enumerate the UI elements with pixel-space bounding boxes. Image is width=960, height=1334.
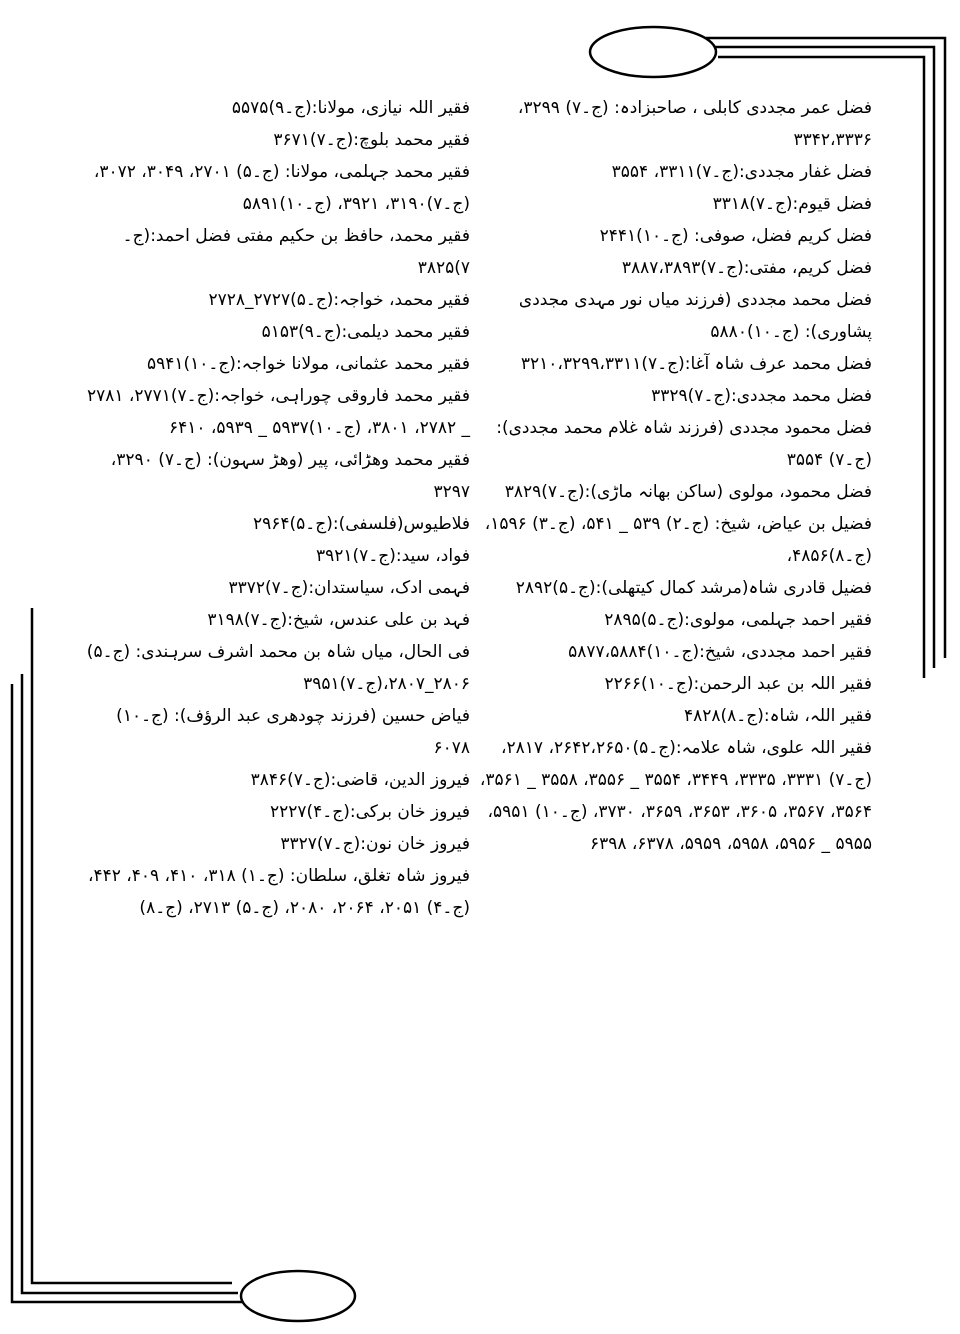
bottom-ornament-oval (241, 1271, 355, 1321)
index-entry: فی الحال، میاں شاہ بن محمد اشرف سرہندی: (ج۔۵) ۲۸۰۶_۲۸۰۷،(ج۔۷)۳۹۵۱ (86, 642, 470, 694)
index-entry: فضیل بن عیاض، شیخ: (ج۔۲) ۵۳۹ _ ۵۴۱، (ج۔۳) ۱۵۹۶،(ج۔۸)۴۸۵۶، (484, 514, 872, 566)
index-entry: فقیر احمد مجددی، شیخ:(ج۔۱۰)۵۸۷۷،۵۸۸۴ (568, 642, 872, 662)
index-entry: فقیر احمد جہلمی، مولوی:(ج۔۵)۲۸۹۵ (604, 610, 872, 630)
index-entry: فیروز الدین، قاضی:(ج۔۷)۳۸۴۶ (250, 770, 470, 790)
index-entry: فقیر محمد وھڑائی، پیر (وھڑ سہون): (ج۔۷) ۳۲۹۰، ۳۲۹۷ (110, 450, 470, 502)
index-entry: فیروز شاہ تغلق، سلطان: (ج۔۱) ۳۱۸، ۴۱۰، ۴۰۹، ۴۴۲، (ج۔۴) ۲۰۵۱، ۲۰۶۴، ۲۰۸۰، (ج۔۵) ۲۷۱۳، (ج۔۸) (87, 866, 470, 918)
index-column-left (78, 92, 470, 924)
index-entry: فقیر محمد دیلمی:(ج۔۹)۵۱۵۳ (261, 322, 470, 342)
index-entry: فیروز خان برکی:(ج۔۴)۲۲۲۷ (269, 802, 470, 822)
index-entry: فضل کریم فضل، صوفی: (ج۔۱۰)۲۴۴۱ (599, 226, 872, 246)
index-entry: فہمی ادک، سیاستدان:(ج۔۷)۳۳۷۲ (228, 578, 470, 598)
index-entry: فضل قیوم:(ج۔۷)۳۳۱۸ (712, 194, 872, 214)
index-entry: فقیر محمد بلوچ:(ج۔۷)۳۶۷۱ (273, 130, 470, 150)
index-entry: فواد، سید:(ج۔۷)۳۹۲۱ (316, 546, 470, 566)
index-entry: فہد بن علی عندس، شیخ:(ج۔۷)۳۱۹۸ (207, 610, 470, 630)
index-entry: فقیر محمد جہلمی، مولانا: (ج۔۵) ۲۷۰۱، ۳۰۴۹، ۳۰۷۲، (ج۔۷)۳۱۹۰، ۳۹۲۱، (ج۔۱۰)۵۸۹۱ (93, 162, 470, 214)
index-entry: فضل محمد مجددی (فرزند میاں نور مہدی مجددی پشاوری): (ج۔۱۰)۵۸۸۰ (518, 290, 872, 342)
index-entry: فقیر اللہ بن عبد الرحمن:(ج۔۱۰)۲۲۶۶ (604, 674, 872, 694)
index-entry: فقیر اللہ، شاہ:(ج۔۸)۴۸۲۸ (683, 706, 872, 726)
index-entry: فضل غفار مجددی:(ج۔۷)۳۳۱۱، ۳۵۵۴ (611, 162, 872, 182)
index-entry: فیاض حسین (فرزند چودھری عبد الرؤف): (ج۔۱۰) ۶۰۷۸ (116, 706, 470, 758)
index-entry: فضیل قادری شاہ(مرشد کمال کیتھلی):(ج۔۵)۲۸۹۲ (515, 578, 872, 598)
index-entry: فضل عمر مجددی کابلی ، صاحبزادہ: (ج۔۷) ۳۲۹۹، ۳۳۴۲،۳۳۳۶ (517, 98, 872, 150)
index-entry: فقیر محمد فاروقی چوراہی، خواجہ:(ج۔۷)۲۷۷۱، ۲۷۸۱ _ ۲۷۸۲، ۳۸۰۱، (ج۔۱۰)۵۹۳۷ _ ۵۹۳۹، ۶۴۱۰ (86, 386, 470, 438)
index-entry: فضل کریم، مفتی:(ج۔۷)۳۸۸۷،۳۸۹۳ (621, 258, 872, 278)
index-entry: فیروز خان نون:(ج۔۷)۳۳۲۷ (280, 834, 470, 854)
index-entry: فقیر محمد عثمانی، مولانا خواجہ:(ج۔۱۰)۵۹۴۱ (146, 354, 470, 374)
index-entry: فقیر اللہ علوی، شاہ علامہ:(ج۔۵)۲۶۴۲،۲۶۵۰، ۲۸۱۷، (ج۔۷) ۳۳۳۱، ۳۳۳۵، ۳۴۴۹، ۳۵۵۴ _ ۳۵۵۶، ۳۵۵۸ _ ۳۵۶۱، ۳۵۶۴، ۳۵۶۷، ۳۶۰۵، ۳۶۵۳، ۳۶۵۹، ۳۷۳۰، (ج۔۱۰) ۵۹۵۱، ۵۹۵۵ _ ۵۹۵۶، ۵۹۵۸، ۵۹۵۹، ۶۳۷۸، ۶۳۹۸ (479, 738, 872, 854)
index-entry: فقیر محمد، خواجہ:(ج۔۵)۲۷۲۷_۲۷۲۸ (208, 290, 470, 310)
index-entry: فضل محمود، مولوی (ساکن بھانہ ماڑی):(ج۔۷)۳۸۲۹ (504, 482, 872, 502)
index-entry: فلاطیوس(فلسفی):(ج۔۵)۲۹۶۴ (252, 514, 470, 534)
top-ornament-oval (590, 27, 716, 77)
index-entry: فقیر محمد، حافظ بن حکیم مفتی فضل احمد:(ج۔۷)۳۸۲۵ (122, 226, 470, 278)
index-entry: فضل محمود مجددی (فرزند شاہ غلام محمد مجددی): (ج۔۷) ۳۵۵۴ (496, 418, 872, 470)
index-column-right (472, 92, 872, 860)
index-entry: فضل محمد مجددی:(ج۔۷)۳۳۲۹ (651, 386, 872, 406)
index-entry: فضل محمد عرف شاہ آغا:(ج۔۷)۳۲۱۰،۳۲۹۹،۳۳۱۱ (520, 354, 872, 374)
index-entry: فقیر اللہ نیازی، مولانا:(ج۔۹)۵۵۷۵ (231, 98, 470, 118)
